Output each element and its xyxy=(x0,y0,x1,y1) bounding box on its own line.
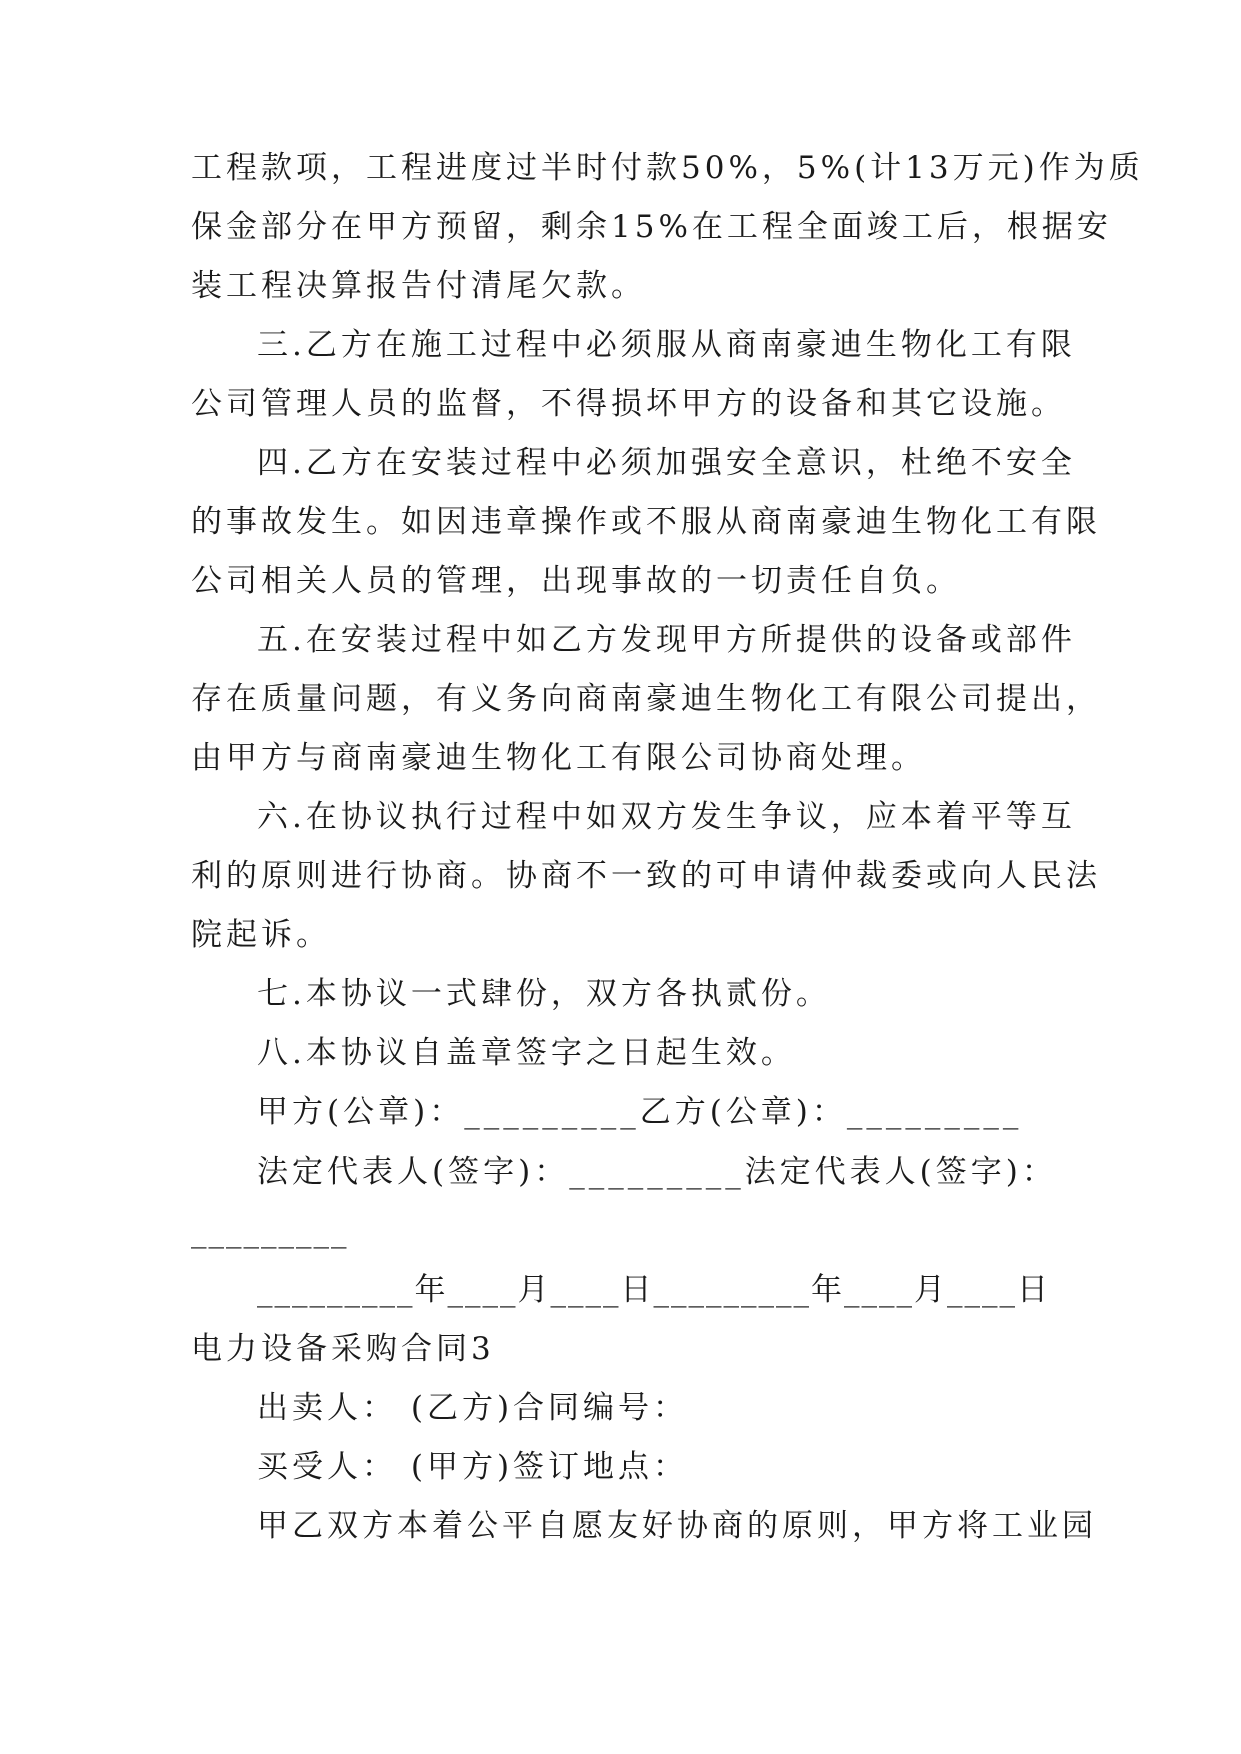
legal-representative-line: 法定代表人(签字)：_________法定代表人(签字)： xyxy=(257,1154,1057,1190)
paragraph-line: 院起诉。 xyxy=(191,917,331,953)
paragraph-line: 公司相关人员的管理，出现事故的一切责任自负。 xyxy=(191,563,961,599)
seal-line: 甲方(公章)：_________乙方(公章)：_________ xyxy=(257,1094,1023,1130)
clause-5: 五.在安装过程中如乙方发现甲方所提供的设备或部件 xyxy=(257,622,1076,658)
clause-3: 三.乙方在施工过程中必须服从商南豪迪生物化工有限 xyxy=(257,327,1076,363)
clause-6: 六.在协议执行过程中如双方发生争议，应本着平等互 xyxy=(257,799,1076,835)
paragraph-line: 甲乙双方本着公平自愿友好协商的原则，甲方将工业园 xyxy=(257,1508,1097,1544)
clause-4: 四.乙方在安装过程中必须加强安全意识，杜绝不安全 xyxy=(257,445,1076,481)
paragraph-line: 工程款项，工程进度过半时付款50%，5%(计13万元)作为质 xyxy=(191,150,1144,186)
seller-line: 出卖人： (乙方)合同编号： xyxy=(257,1390,689,1426)
date-line: _________年____月____日_________年____月____日 xyxy=(257,1272,1050,1308)
clause-8: 八.本协议自盖章签字之日起生效。 xyxy=(257,1035,796,1071)
signature-blank: _________ xyxy=(191,1213,349,1249)
paragraph-line: 保金部分在甲方预留，剩余15%在工程全面竣工后，根据安 xyxy=(191,209,1112,245)
contract-title: 电力设备采购合同3 xyxy=(191,1331,495,1367)
paragraph-line: 由甲方与商南豪迪生物化工有限公司协商处理。 xyxy=(191,740,926,776)
paragraph-line: 装工程决算报告付清尾欠款。 xyxy=(191,268,646,304)
paragraph-line: 公司管理人员的监督，不得损坏甲方的设备和其它设施。 xyxy=(191,386,1066,422)
paragraph-line: 存在质量问题，有义务向商南豪迪生物化工有限公司提出， xyxy=(191,681,1101,717)
clause-7: 七.本协议一式肆份，双方各执贰份。 xyxy=(257,976,831,1012)
paragraph-line: 利的原则进行协商。协商不一致的可申请仲裁委或向人民法 xyxy=(191,858,1101,894)
paragraph-line: 的事故发生。如因违章操作或不服从商南豪迪生物化工有限 xyxy=(191,504,1101,540)
buyer-line: 买受人： (甲方)签订地点： xyxy=(257,1449,689,1485)
